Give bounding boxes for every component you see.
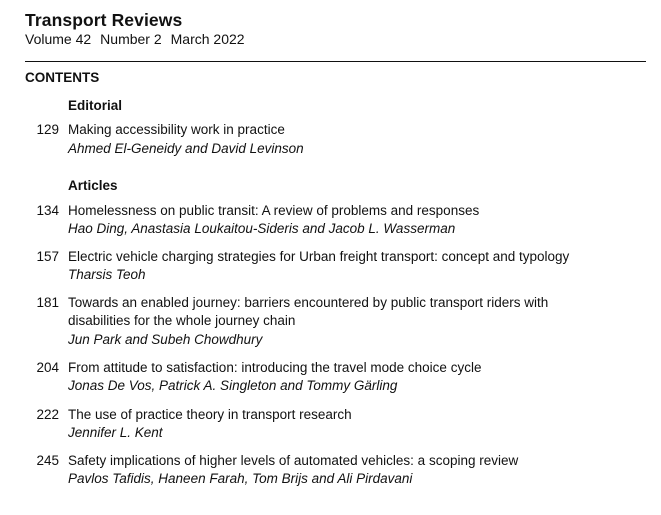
page-number: 204: [36, 360, 59, 375]
date-label: March 2022: [170, 31, 245, 47]
issue-info: [25, 30, 254, 48]
page-number: 245: [36, 453, 59, 468]
section-heading-editorial: Editorial: [68, 98, 123, 113]
article-title: From attitude to satisfaction: introducing the travel mode choice cycle: [68, 360, 482, 375]
page-number: 181: [36, 295, 59, 310]
article-authors: Pavlos Tafidis, Haneen Farah, Tom Brijs and Ali Pirdavani: [68, 471, 413, 486]
header-divider: [25, 61, 646, 62]
section-heading-articles: Articles: [68, 178, 118, 193]
article-authors: Tharsis Teoh: [68, 267, 146, 282]
article-title: Electric vehicle charging strategies for Urban freight transport: concept and typology: [68, 249, 570, 264]
article-authors: Jun Park and Subeh Chowdhury: [68, 332, 263, 347]
article-title: Towards an enabled journey: barriers encountered by public transport riders with disabilities for the whole journey chain: [68, 295, 549, 328]
page-number: 134: [36, 203, 59, 218]
article-title: The use of practice theory in transport research: [68, 407, 352, 422]
article-title: Homelessness on public transit: A review of problems and responses: [68, 203, 480, 218]
page-number: 157: [36, 249, 59, 264]
volume-label: Volume 42: [25, 31, 92, 47]
article-authors: Ahmed El-Geneidy and David Levinson: [68, 141, 304, 156]
journal-title: Transport Reviews: [25, 10, 183, 30]
article-authors: Jonas De Vos, Patrick A. Singleton and Tommy Gärling: [68, 378, 398, 393]
number-label: Number 2: [100, 31, 162, 47]
article-authors: Jennifer L. Kent: [68, 425, 163, 440]
page-number: 222: [36, 407, 59, 422]
article-title: Safety implications of higher levels of automated vehicles: a scoping review: [68, 453, 519, 468]
contents-heading: CONTENTS: [25, 70, 100, 85]
article-authors: Hao Ding, Anastasia Loukaitou-Sideris and Jacob L. Wasserman: [68, 221, 456, 236]
page-number: 129: [36, 122, 59, 137]
article-title: Making accessibility work in practice: [68, 122, 285, 137]
